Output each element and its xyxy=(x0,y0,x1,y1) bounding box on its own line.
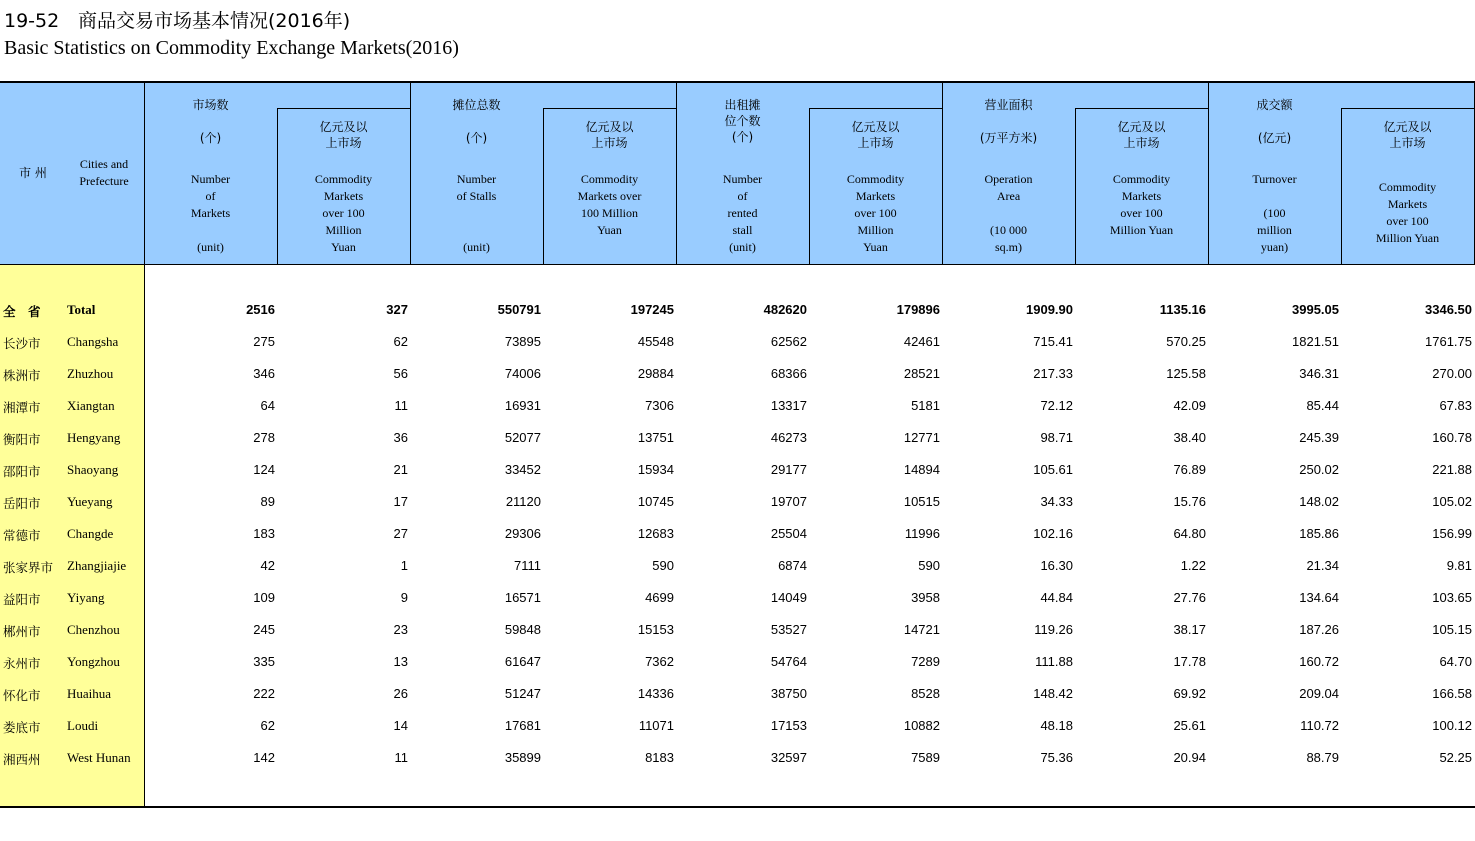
table-cell: 72.12 xyxy=(1040,398,1073,413)
table-cell: 105.02 xyxy=(1432,494,1472,509)
table-cell: 14049 xyxy=(770,590,807,605)
table-cell: 103.65 xyxy=(1432,590,1472,605)
region-name-cn: 衡阳市 xyxy=(3,432,41,447)
table-cell: 62 xyxy=(393,334,408,349)
table-cell: 590 xyxy=(918,558,940,573)
table-cell: 119.26 xyxy=(1034,622,1073,637)
region-name-en: Xiangtan xyxy=(67,398,115,413)
table-cell: 33452 xyxy=(504,462,541,477)
table-cell: 29884 xyxy=(637,366,674,381)
table-cell: 10515 xyxy=(903,494,940,509)
header-en-label: Turnover xyxy=(1252,172,1297,186)
table-bottom-rule xyxy=(0,806,1475,808)
table-cell: 3995.05 xyxy=(1292,302,1339,317)
header-cn-label: 市场数 xyxy=(192,98,229,112)
region-name-en: Total xyxy=(67,302,96,317)
header-cn-label: 成交额 xyxy=(1256,98,1293,112)
header-cn-label: 出租摊 位个数 xyxy=(724,98,761,128)
table-cell: 245 xyxy=(253,622,275,637)
table-cell: 17.78 xyxy=(1173,654,1206,669)
table-cell: 160.72 xyxy=(1299,654,1339,669)
table-cell: 26 xyxy=(393,686,408,701)
subheader-cn-label: 亿元及以 上市场 xyxy=(319,120,368,150)
table-cell: 7589 xyxy=(911,750,940,765)
table-cell: 1821.51 xyxy=(1292,334,1339,349)
table-cell: 44.84 xyxy=(1040,590,1073,605)
table-cell: 21.34 xyxy=(1306,558,1339,573)
table-cell: 52077 xyxy=(504,430,541,445)
table-cell: 275 xyxy=(253,334,275,349)
table-cell: 15934 xyxy=(637,462,674,477)
table-cell: 23 xyxy=(393,622,408,637)
table-cell: 12771 xyxy=(903,430,940,445)
table-cell: 14894 xyxy=(903,462,940,477)
subheader-en-label: Commodity Markets over 100 Million Yuan xyxy=(846,172,905,254)
table-cell: 124 xyxy=(253,462,275,477)
subheader-rule xyxy=(809,108,942,109)
table-cell: 15.76 xyxy=(1173,494,1206,509)
table-cell: 17153 xyxy=(770,718,807,733)
table-cell: 48.18 xyxy=(1040,718,1073,733)
subheader-rule xyxy=(1075,108,1208,109)
region-name-cn: 全 省 xyxy=(3,304,41,319)
header-cn-label: 营业面积 xyxy=(984,98,1033,112)
subheader-rule xyxy=(277,108,410,109)
table-cell: 38750 xyxy=(770,686,807,701)
table-cell: 32597 xyxy=(770,750,807,765)
table-cell: 570.25 xyxy=(1166,334,1206,349)
table-cell: 42.09 xyxy=(1173,398,1206,413)
table-row xyxy=(0,366,1475,386)
stub-header-en: Cities and Prefecture xyxy=(79,157,129,188)
table-cell: 270.00 xyxy=(1432,366,1472,381)
header-unit-en: (unit) xyxy=(463,240,490,254)
table-cell: 12683 xyxy=(637,526,674,541)
region-name-en: Yiyang xyxy=(67,590,105,605)
table-cell: 25504 xyxy=(770,526,807,541)
header-unit-cn: (个) xyxy=(731,130,754,144)
table-cell: 327 xyxy=(386,302,408,317)
header-unit-en: (10 000 sq.m) xyxy=(990,223,1027,254)
table-cell: 5181 xyxy=(911,398,940,413)
table-cell: 111.88 xyxy=(1035,654,1073,669)
region-name-cn: 株洲市 xyxy=(3,368,41,383)
header-en-label: Number of Stalls xyxy=(456,172,497,203)
table-cell: 29306 xyxy=(504,526,541,541)
table-cell: 13 xyxy=(393,654,408,669)
table-cell: 245.39 xyxy=(1299,430,1339,445)
region-name-en: Huaihua xyxy=(67,686,112,701)
table-cell: 15153 xyxy=(637,622,674,637)
table-cell: 715.41 xyxy=(1033,334,1073,349)
table-cell: 38.40 xyxy=(1173,430,1206,445)
region-name-cn: 怀化市 xyxy=(3,688,41,703)
region-name-en: Loudi xyxy=(67,718,99,733)
subheader-cn-label: 亿元及以 上市场 xyxy=(851,120,900,150)
header-unit-en: (unit) xyxy=(197,240,224,254)
subheader-rule xyxy=(1341,108,1474,109)
region-name-cn: 益阳市 xyxy=(3,592,41,607)
table-cell: 53527 xyxy=(770,622,807,637)
table-cell: 166.58 xyxy=(1432,686,1472,701)
table-cell: 20.94 xyxy=(1173,750,1206,765)
table-cell: 1909.90 xyxy=(1026,302,1073,317)
table-row xyxy=(0,462,1475,482)
table-cell: 105.61 xyxy=(1033,462,1073,477)
table-cell: 34.33 xyxy=(1040,494,1073,509)
header-en-label: Number of Markets xyxy=(190,172,231,220)
region-name-cn: 湘西州 xyxy=(3,752,41,767)
subheader-rule xyxy=(543,108,676,109)
subheader-cn-label: 亿元及以 上市场 xyxy=(1117,120,1166,150)
table-cell: 209.04 xyxy=(1299,686,1339,701)
table-cell: 102.16 xyxy=(1033,526,1073,541)
table-cell: 217.33 xyxy=(1033,366,1073,381)
table-cell: 2516 xyxy=(246,302,275,317)
table-cell: 14 xyxy=(393,718,408,733)
table-cell: 278 xyxy=(253,430,275,445)
table-cell: 1 xyxy=(400,558,408,573)
table-row xyxy=(0,654,1475,674)
table-cell: 9.81 xyxy=(1446,558,1472,573)
table-cell: 64 xyxy=(260,398,275,413)
table-title-chinese xyxy=(4,6,350,33)
table-cell: 11 xyxy=(394,750,408,765)
table-cell: 110.72 xyxy=(1300,718,1339,733)
header-unit-en: (100 million yuan) xyxy=(1257,206,1292,254)
region-name-cn: 永州市 xyxy=(3,656,41,671)
table-cell: 62 xyxy=(260,718,275,733)
table-cell: 64.70 xyxy=(1439,654,1472,669)
table-cell: 16571 xyxy=(504,590,541,605)
table-cell: 221.88 xyxy=(1432,462,1472,477)
table-cell: 67.83 xyxy=(1439,398,1472,413)
table-cell: 109 xyxy=(253,590,275,605)
table-cell: 4699 xyxy=(645,590,674,605)
table-cell: 6874 xyxy=(778,558,807,573)
subheader-en-label: Commodity Markets over 100 Million Yuan xyxy=(1109,172,1174,237)
table-cell: 73895 xyxy=(504,334,541,349)
table-cell: 16.30 xyxy=(1040,558,1073,573)
table-title-english: Basic Statistics on Commodity Exchange Markets(2016) xyxy=(4,37,459,59)
region-name-en: Changsha xyxy=(67,334,119,349)
table-cell: 8528 xyxy=(911,686,940,701)
table-cell: 38.17 xyxy=(1173,622,1206,637)
table-row xyxy=(0,494,1475,514)
table-cell: 64.80 xyxy=(1173,526,1206,541)
region-name-cn: 长沙市 xyxy=(3,336,41,351)
region-name-en: West Hunan xyxy=(67,750,131,765)
table-cell: 8183 xyxy=(645,750,674,765)
table-cell: 42 xyxy=(260,558,275,573)
table-cell: 17681 xyxy=(504,718,541,733)
table-cell: 9 xyxy=(400,590,408,605)
table-cell: 27 xyxy=(393,526,408,541)
region-name-cn: 岳阳市 xyxy=(3,496,41,511)
table-cell: 222 xyxy=(253,686,275,701)
header-unit-cn: (亿元) xyxy=(1257,131,1292,145)
table-cell: 75.36 xyxy=(1040,750,1073,765)
table-cell: 550791 xyxy=(497,302,541,317)
header-unit-cn: (个) xyxy=(465,131,488,145)
table-cell: 179896 xyxy=(896,302,940,317)
table-cell: 74006 xyxy=(504,366,541,381)
table-cell: 27.76 xyxy=(1173,590,1206,605)
table-cell: 88.79 xyxy=(1306,750,1339,765)
header-unit-cn: (万平方米) xyxy=(979,131,1038,145)
table-row xyxy=(0,622,1475,642)
region-name-cn: 娄底市 xyxy=(3,720,41,735)
region-name-en: Changde xyxy=(67,526,114,541)
table-cell: 148.02 xyxy=(1299,494,1339,509)
table-cell: 69.92 xyxy=(1173,686,1206,701)
table-cell: 105.15 xyxy=(1432,622,1472,637)
table-cell: 7111 xyxy=(514,558,541,573)
table-cell: 1135.16 xyxy=(1159,302,1206,317)
subheader-cn-label: 亿元及以 上市场 xyxy=(1383,120,1432,150)
total-row xyxy=(0,302,1475,322)
table-number: 19-52 xyxy=(4,10,60,32)
subheader-en-label: Commodity Markets over 100 Million Yuan xyxy=(577,172,642,237)
table-cell: 54764 xyxy=(770,654,807,669)
table-cell: 156.99 xyxy=(1432,526,1472,541)
table-cell: 76.89 xyxy=(1173,462,1206,477)
table-cell: 11996 xyxy=(904,526,940,541)
table-cell: 7306 xyxy=(645,398,674,413)
table-cell: 89 xyxy=(260,494,275,509)
subheader-cn-label: 亿元及以 上市场 xyxy=(585,120,634,150)
table-cell: 21 xyxy=(393,462,408,477)
table-row xyxy=(0,334,1475,354)
table-cell: 346 xyxy=(253,366,275,381)
table-top-rule xyxy=(0,81,1475,83)
table-cell: 7289 xyxy=(911,654,940,669)
table-cell: 134.64 xyxy=(1299,590,1339,605)
table-cell: 160.78 xyxy=(1432,430,1472,445)
table-cell: 29177 xyxy=(770,462,807,477)
table-cell: 3958 xyxy=(911,590,940,605)
table-cell: 61647 xyxy=(504,654,541,669)
table-cell: 59848 xyxy=(504,622,541,637)
table-cell: 1761.75 xyxy=(1425,334,1472,349)
region-name-en: Yueyang xyxy=(67,494,113,509)
table-cell: 85.44 xyxy=(1306,398,1339,413)
table-cell: 45548 xyxy=(637,334,674,349)
header-en-label: Operation Area xyxy=(984,172,1033,203)
table-cell: 7362 xyxy=(645,654,674,669)
region-name-cn: 邵阳市 xyxy=(3,464,41,479)
table-cell: 10745 xyxy=(637,494,674,509)
header-en-label: Number of rented stall (unit) xyxy=(722,172,763,254)
table-cell: 68366 xyxy=(770,366,807,381)
header-bottom-rule xyxy=(0,264,1475,265)
region-name-en: Hengyang xyxy=(67,430,121,445)
stub-header-cn: 市 州 xyxy=(19,166,47,180)
header-cn-label: 摊位总数 xyxy=(452,98,501,112)
table-cell: 36 xyxy=(393,430,408,445)
table-cell: 17 xyxy=(393,494,408,509)
table-cell: 56 xyxy=(393,366,408,381)
table-cell: 62562 xyxy=(770,334,807,349)
table-cell: 3346.50 xyxy=(1425,302,1472,317)
title-cn-text: 商品交易市场基本情况(2016年) xyxy=(78,10,351,32)
table-cell: 13317 xyxy=(770,398,807,413)
region-name-en: Zhangjiajie xyxy=(67,558,127,573)
table-cell: 148.42 xyxy=(1033,686,1073,701)
table-cell: 11071 xyxy=(638,718,674,733)
table-cell: 100.12 xyxy=(1432,718,1472,733)
table-row xyxy=(0,398,1475,418)
table-cell: 14721 xyxy=(903,622,940,637)
table-row xyxy=(0,526,1475,546)
table-row xyxy=(0,718,1475,738)
table-cell: 35899 xyxy=(504,750,541,765)
table-cell: 250.02 xyxy=(1299,462,1339,477)
table-cell: 19707 xyxy=(770,494,807,509)
header-unit-cn: (个) xyxy=(199,131,222,145)
region-name-en: Chenzhou xyxy=(67,622,120,637)
table-cell: 42461 xyxy=(903,334,940,349)
table-cell: 335 xyxy=(253,654,275,669)
table-cell: 142 xyxy=(253,750,275,765)
region-name-cn: 张家界市 xyxy=(3,560,54,575)
table-cell: 16931 xyxy=(504,398,541,413)
table-cell: 21120 xyxy=(505,494,541,509)
region-name-en: Zhuzhou xyxy=(67,366,114,381)
table-row xyxy=(0,686,1475,706)
region-name-cn: 湘潭市 xyxy=(3,400,41,415)
table-cell: 98.71 xyxy=(1040,430,1073,445)
table-cell: 10882 xyxy=(903,718,940,733)
table-cell: 14336 xyxy=(637,686,674,701)
table-cell: 52.25 xyxy=(1439,750,1472,765)
table-cell: 482620 xyxy=(763,302,807,317)
table-cell: 197245 xyxy=(630,302,674,317)
table-cell: 11 xyxy=(394,398,408,413)
table-cell: 125.58 xyxy=(1166,366,1206,381)
table-row xyxy=(0,430,1475,450)
table-row xyxy=(0,590,1475,610)
region-name-cn: 郴州市 xyxy=(3,624,41,639)
table-cell: 25.61 xyxy=(1173,718,1206,733)
table-cell: 46273 xyxy=(770,430,807,445)
subheader-en-label: Commodity Markets over 100 Million Yuan xyxy=(314,172,373,254)
region-name-en: Yongzhou xyxy=(67,654,120,669)
region-name-cn: 常德市 xyxy=(3,528,41,543)
table-cell: 346.31 xyxy=(1299,366,1339,381)
table-cell: 28521 xyxy=(903,366,940,381)
table-cell: 13751 xyxy=(637,430,674,445)
table-cell: 51247 xyxy=(504,686,541,701)
table-cell: 1.22 xyxy=(1180,558,1206,573)
table-cell: 183 xyxy=(253,526,275,541)
region-name-en: Shaoyang xyxy=(67,462,119,477)
table-cell: 185.86 xyxy=(1299,526,1339,541)
table-row xyxy=(0,558,1475,578)
table-cell: 590 xyxy=(652,558,674,573)
table-row xyxy=(0,750,1475,770)
table-cell: 187.26 xyxy=(1299,622,1339,637)
subheader-en-label: Commodity Markets over 100 Million Yuan xyxy=(1375,180,1440,245)
